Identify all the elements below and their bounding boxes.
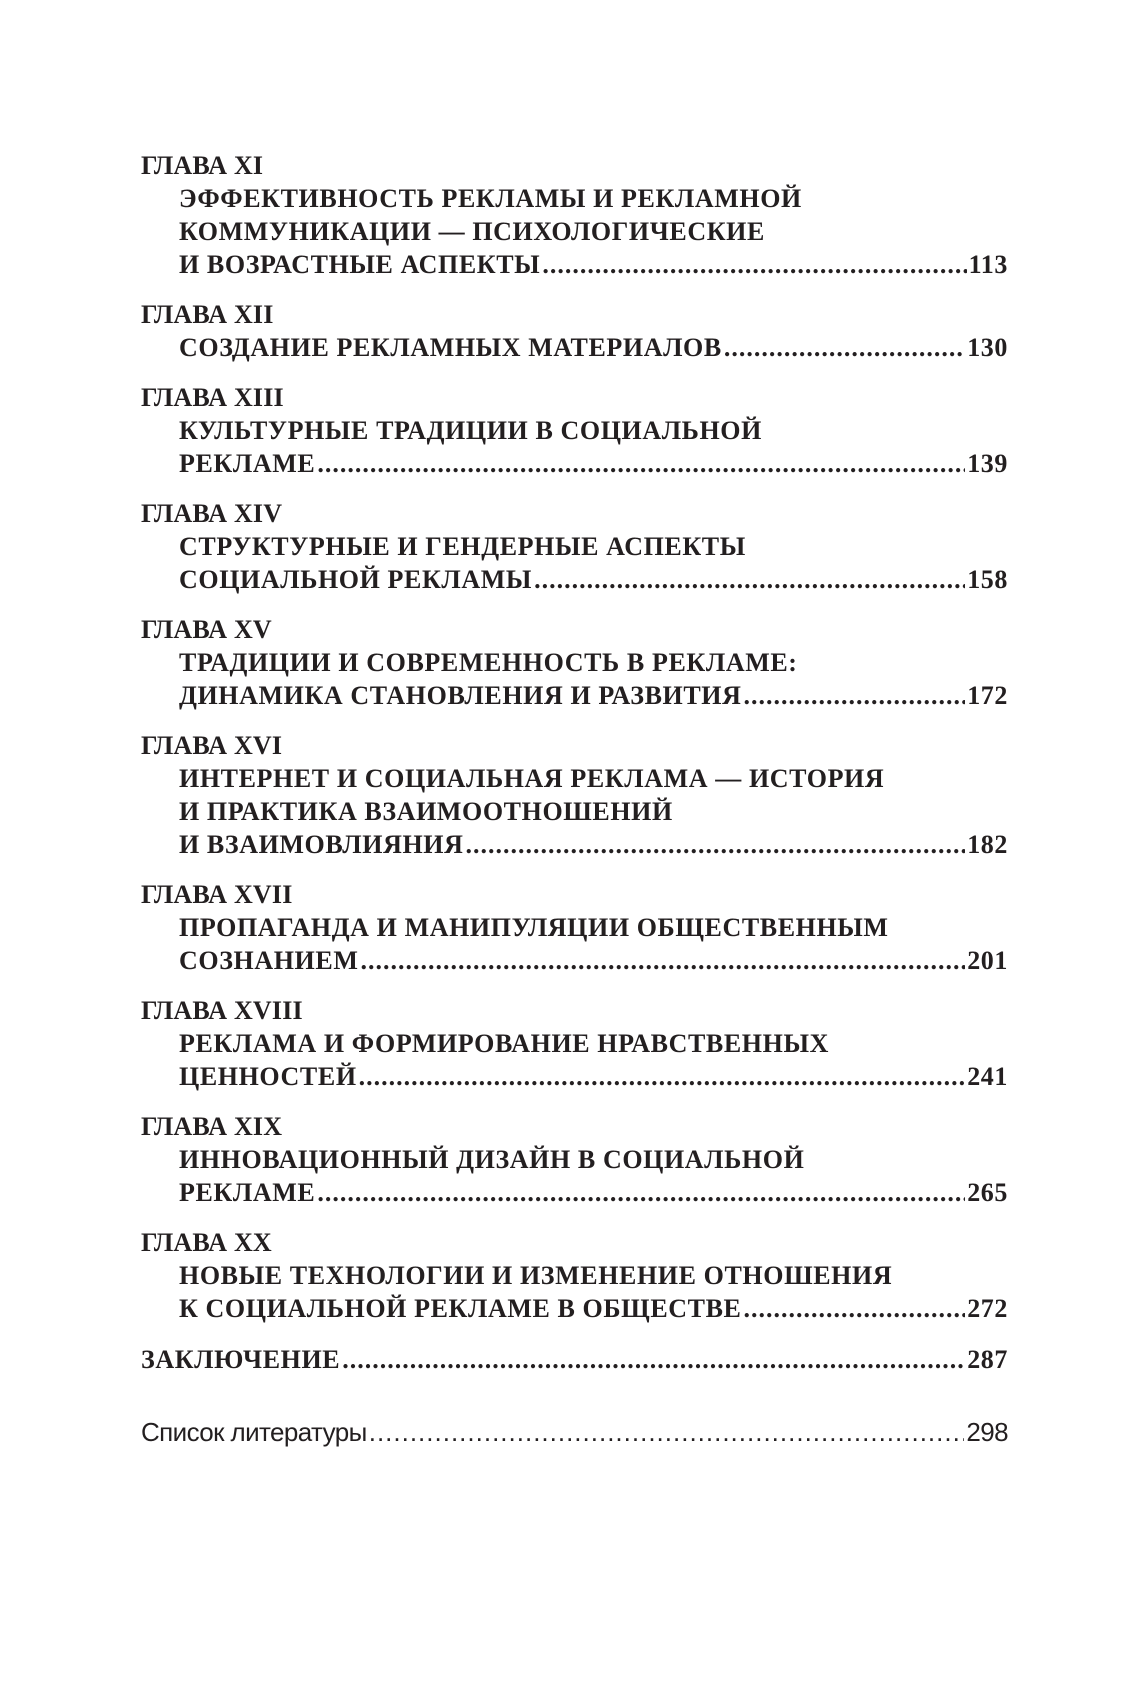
chapter-title xyxy=(141,1259,1008,1325)
chapter-label: ГЛАВА XI xyxy=(141,151,264,180)
toc-entry-line xyxy=(141,1343,1008,1376)
chapter-title-line: ИННОВАЦИОННЫЙ ДИЗАЙН В СОЦИАЛЬНОЙ xyxy=(179,1145,805,1174)
toc-chapter xyxy=(141,879,1008,977)
toc-chapter xyxy=(141,1227,1008,1325)
chapter-title-line: ТРАДИЦИИ И СОВРЕМЕННОСТЬ В РЕКЛАМЕ: xyxy=(179,648,798,677)
conclusion-label: ЗАКЛЮЧЕНИЕ xyxy=(141,1345,341,1374)
toc-entry-line xyxy=(179,944,1008,977)
chapter-title xyxy=(141,762,1008,861)
chapter-title-line: СОЦИАЛЬНОЙ РЕКЛАМЫ xyxy=(179,565,533,594)
page-number: 172 xyxy=(967,681,1008,710)
chapter-label: ГЛАВА XX xyxy=(141,1228,272,1257)
dot-leader xyxy=(542,248,966,281)
page-number: 139 xyxy=(967,449,1008,478)
chapter-title xyxy=(141,646,1008,712)
dot-leader xyxy=(342,1343,965,1376)
chapter-title xyxy=(141,530,1008,596)
toc-entry-line xyxy=(179,1292,1008,1325)
chapter-title-line: СОЗДАНИЕ РЕКЛАМНЫХ МАТЕРИАЛОВ xyxy=(179,333,722,362)
toc-chapter xyxy=(141,299,1008,364)
toc-chapter xyxy=(141,614,1008,712)
dot-leader xyxy=(466,828,966,861)
toc-chapter xyxy=(141,995,1008,1093)
chapter-title-line: СТРУКТУРНЫЕ И ГЕНДЕРНЫЕ АСПЕКТЫ xyxy=(179,532,746,561)
chapter-title xyxy=(141,1027,1008,1093)
chapter-title-line: НОВЫЕ ТЕХНОЛОГИИ И ИЗМЕНЕНИЕ ОТНОШЕНИЯ xyxy=(179,1261,893,1290)
chapter-label: ГЛАВА XII xyxy=(141,300,274,329)
chapter-label: ГЛАВА XVIII xyxy=(141,996,303,1025)
chapter-title-line: ЦЕННОСТЕЙ xyxy=(179,1062,357,1091)
chapter-label: ГЛАВА XIV xyxy=(141,499,283,528)
dot-leader xyxy=(724,331,965,364)
table-of-contents xyxy=(141,150,1008,1449)
chapter-title-line: ПРОПАГАНДА И МАНИПУЛЯЦИИ ОБЩЕСТВЕННЫМ xyxy=(179,913,889,942)
chapter-title-line: ИНТЕРНЕТ И СОЦИАЛЬНАЯ РЕКЛАМА — ИСТОРИЯ xyxy=(179,764,885,793)
chapter-title xyxy=(141,414,1008,480)
page-number: 113 xyxy=(968,250,1008,279)
chapter-title-line: КОММУНИКАЦИИ — ПСИХОЛОГИЧЕСКИЕ xyxy=(179,217,765,246)
dot-leader xyxy=(359,1060,966,1093)
page-number: 182 xyxy=(967,830,1008,859)
toc-entry-line xyxy=(179,1060,1008,1093)
page-number: 158 xyxy=(967,565,1008,594)
page-number: 298 xyxy=(966,1417,1008,1447)
chapter-title-line: РЕКЛАМЕ xyxy=(179,449,316,478)
toc-entry-line xyxy=(141,1416,1008,1449)
bibliography-label: Список литературы xyxy=(141,1417,367,1447)
chapter-label: ГЛАВА XVII xyxy=(141,880,293,909)
page-number: 201 xyxy=(967,946,1008,975)
toc-entry-line xyxy=(179,248,1008,281)
toc-entry-line xyxy=(179,828,1008,861)
chapter-label: ГЛАВА XVI xyxy=(141,731,283,760)
toc-conclusion xyxy=(141,1343,1008,1376)
toc-entry-line xyxy=(179,563,1008,596)
chapter-title xyxy=(141,182,1008,281)
chapter-title-line: КУЛЬТУРНЫЕ ТРАДИЦИИ В СОЦИАЛЬНОЙ xyxy=(179,416,762,445)
dot-leader xyxy=(743,679,965,712)
chapter-title-line: И ПРАКТИКА ВЗАИМООТНОШЕНИЙ xyxy=(179,797,673,826)
toc-chapter xyxy=(141,382,1008,480)
toc-chapter xyxy=(141,498,1008,596)
chapter-label: ГЛАВА XIX xyxy=(141,1112,283,1141)
chapter-title-line: К СОЦИАЛЬНОЙ РЕКЛАМЕ В ОБЩЕСТВЕ xyxy=(179,1294,742,1323)
toc-chapter xyxy=(141,150,1008,281)
page-number: 272 xyxy=(967,1294,1008,1323)
chapter-label: ГЛАВА XIII xyxy=(141,383,284,412)
chapter-title xyxy=(141,331,1008,364)
dot-leader xyxy=(317,447,965,480)
chapter-label: ГЛАВА XV xyxy=(141,615,272,644)
dot-leader xyxy=(360,944,965,977)
chapter-title-line: И ВЗАИМОВЛИЯНИЯ xyxy=(179,830,464,859)
toc-entry-line xyxy=(179,679,1008,712)
dot-leader xyxy=(369,1416,965,1449)
chapter-title xyxy=(141,1143,1008,1209)
dot-leader xyxy=(743,1292,965,1325)
chapter-title-line: РЕКЛАМА И ФОРМИРОВАНИЕ НРАВСТВЕННЫХ xyxy=(179,1029,829,1058)
page-number: 265 xyxy=(967,1178,1008,1207)
toc-entry-line xyxy=(179,1176,1008,1209)
chapter-title-line: ЭФФЕКТИВНОСТЬ РЕКЛАМЫ И РЕКЛАМНОЙ xyxy=(179,184,802,213)
page-number: 241 xyxy=(967,1062,1008,1091)
toc-entry-line xyxy=(179,447,1008,480)
page-number: 287 xyxy=(967,1345,1008,1374)
dot-leader xyxy=(317,1176,965,1209)
chapter-title-line: И ВОЗРАСТНЫЕ АСПЕКТЫ xyxy=(179,250,541,279)
chapter-title-line: ДИНАМИКА СТАНОВЛЕНИЯ И РАЗВИТИЯ xyxy=(179,681,742,710)
toc-entry-line xyxy=(179,331,1008,364)
toc-chapter xyxy=(141,730,1008,861)
chapter-title-line: СОЗНАНИЕМ xyxy=(179,946,359,975)
chapter-title-line: РЕКЛАМЕ xyxy=(179,1178,316,1207)
dot-leader xyxy=(534,563,965,596)
toc-chapter xyxy=(141,1111,1008,1209)
page-number: 130 xyxy=(967,333,1008,362)
chapter-title xyxy=(141,911,1008,977)
toc-bibliography xyxy=(141,1416,1008,1449)
